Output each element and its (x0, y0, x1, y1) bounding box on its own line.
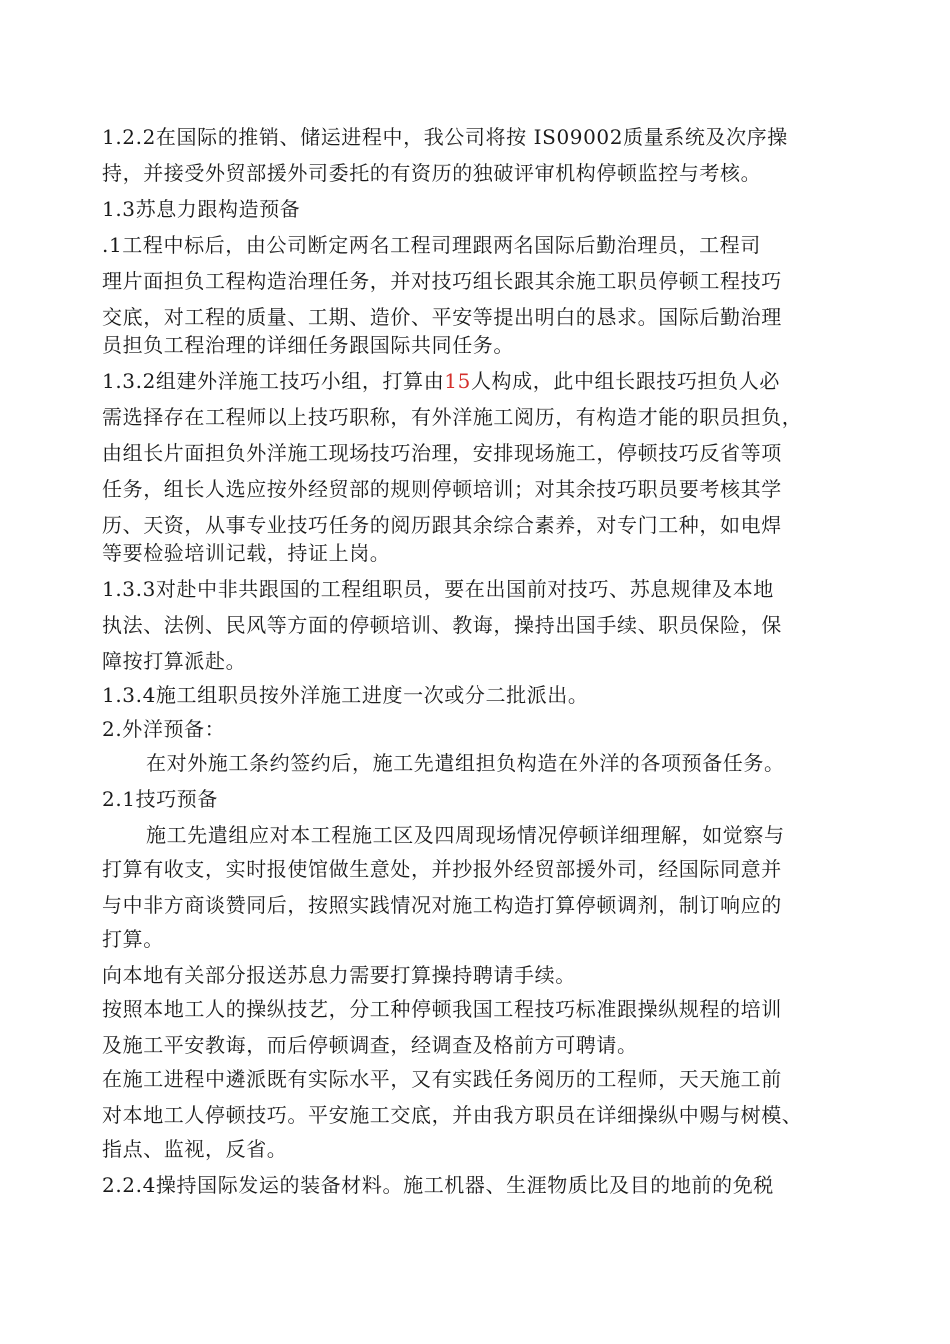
text-line: 指点、监视，反省。 (102, 1137, 288, 1161)
text-line: 向本地有关部分报送苏息力需要打算操持聘请手续。 (102, 963, 576, 987)
text-line: .1工程中标后，由公司断定两名工程司理跟两名国际后勤治理员，工程司 (102, 233, 761, 257)
text-line: 打算。 (102, 927, 164, 951)
text-line: 2.2.4操持国际发运的装备材料。施工机器、生涯物质比及目的地前的免税 (102, 1173, 774, 1197)
highlighted-number: 15 (444, 369, 471, 393)
text-line: 1.2.2在国际的推销、储运进程中，我公司将按 IS09002质量系统及次序操 (102, 125, 788, 149)
text-line: 理片面担负工程构造治理任务，并对技巧组长跟其余施工职员停顿工程技巧 (102, 269, 782, 293)
text-line: 由组长片面担负外洋施工现场技巧治理，安排现场施工，停顿技巧反省等项 (102, 441, 782, 465)
text-line: 按照本地工人的操纵技艺，分工种停顿我国工程技巧标准跟操纵规程的培训 (102, 997, 782, 1021)
text-line: 施工先遣组应对本工程施工区及四周现场情况停顿详细理解，如觉察与 (146, 823, 785, 847)
text-line (102, 364, 780, 398)
text-line: 需选择存在工程师以上技巧职称，有外洋施工阅历，有构造才能的职员担负， (102, 405, 803, 429)
text-line: 1.3.4施工组职员按外洋施工进度一次或分二批派出。 (102, 683, 589, 707)
section-heading: 2.外洋预备： (102, 717, 226, 741)
text-line: 在对外施工条约签约后，施工先遣组担负构造在外洋的各项预备任务。 (146, 751, 785, 775)
text-line: 持，并接受外贸部援外司委托的有资历的独破评审机构停顿监控与考核。 (102, 161, 762, 185)
text-line: 执法、法例、民风等方面的停顿培训、教诲，操持出国手续、职员保险，保 (102, 613, 782, 637)
text-line: 障按打算派赴。 (102, 649, 247, 673)
text-line: 历、天资，从事专业技巧任务的阅历跟其余综合素养，对专门工种，如电焊 (102, 513, 782, 537)
text-segment: 人构成，此中组长跟技巧担负人必 (470, 369, 780, 393)
section-heading: 1.3苏息力跟构造预备 (102, 197, 301, 221)
text-line: 对本地工人停顿技巧。平安施工交底，并由我方职员在详细操纵中赐与树模、 (102, 1103, 803, 1127)
text-line: 在施工进程中遴派既有实际水平，又有实践任务阅历的工程师，天天施工前 (102, 1067, 782, 1091)
text-line: 打算有收支，实时报使馆做生意处，并抄报外经贸部援外司，经国际同意并 (102, 857, 782, 881)
text-line: 1.3.3对赴中非共跟国的工程组职员，要在出国前对技巧、苏息规律及本地 (102, 577, 774, 601)
text-segment: 1.3.2组建外洋施工技巧小组，打算由 (102, 369, 445, 393)
section-heading: 2.1技巧预备 (102, 787, 219, 811)
text-line: 员担负工程治理的详细任务跟国际共同任务。 (102, 333, 514, 357)
text-line: 及施工平安教诲，而后停顿调查，经调查及格前方可聘请。 (102, 1033, 638, 1057)
text-line: 与中非方商谈赞同后，按照实践情况对施工构造打算停顿调剂，制订响应的 (102, 893, 782, 917)
text-line: 交底，对工程的质量、工期、造价、平安等提出明白的恳求。国际后勤治理 (102, 305, 782, 329)
text-line: 任务，组长人选应按外经贸部的规则停顿培训；对其余技巧职员要考核其学 (102, 477, 782, 501)
text-line: 等要检验培训记载，持证上岗。 (102, 541, 391, 565)
